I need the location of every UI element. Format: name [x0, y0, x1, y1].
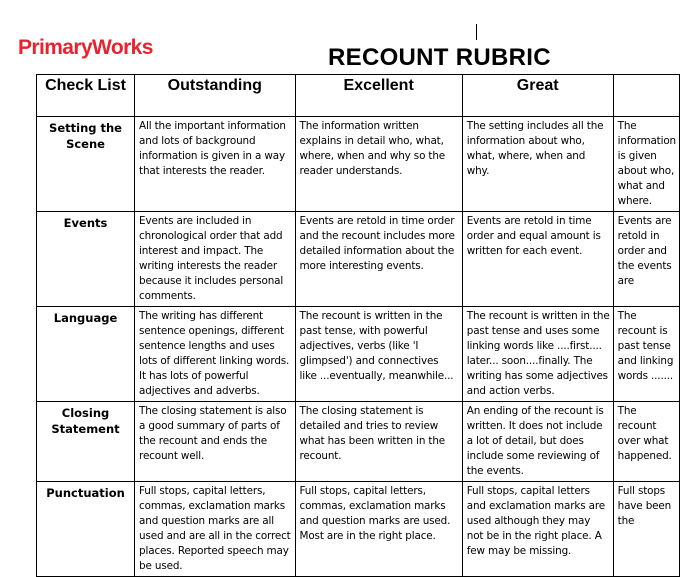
header-great: Great — [462, 75, 613, 117]
cell-outstanding: The writing has different sentence openings, different sentence lengths and uses lots of different linking words. It has lots of powerful adjectives and adverbs. — [135, 307, 295, 402]
criterion-language: Language — [37, 307, 135, 402]
header-check-list: Check List — [37, 75, 135, 117]
header-outstanding: Outstanding — [135, 75, 295, 117]
cell-outstanding: All the important information and lots of background information is given in a way that interests the reader. — [135, 117, 295, 212]
cell-excellent: Events are retold in time order and the recount includes more detailed information about the more interesting events. — [295, 212, 462, 307]
cell-great: An ending of the recount is written. It does not include a lot of detail, but does include some reviewing of the events. — [462, 402, 613, 482]
rubric-table — [36, 74, 680, 577]
criterion-closing-statement: Closing Statement — [37, 402, 135, 482]
cell-excellent: The information written explains in detail who, what, where, when and why so the reader understands. — [295, 117, 462, 212]
cell-excellent: Full stops, capital letters, commas, exclamation marks and question marks are used. Most are in the right place. — [295, 482, 462, 577]
cell-great: The recount is written in the past tense and uses some linking words like ....first.... later... soon....finally. The writing has some adjectives and action verbs. — [462, 307, 613, 402]
cell-next-level: The recount is past tense and linking words ....... — [613, 307, 679, 402]
criterion-events: Events — [37, 212, 135, 307]
cell-great: Full stops, capital letters and exclamation marks are used although they may not be in the right place. A few may be missing. — [462, 482, 613, 577]
table-row — [37, 212, 680, 307]
cell-excellent: The closing statement is detailed and tries to review what has been written in the recount. — [295, 402, 462, 482]
table-row — [37, 117, 680, 212]
cell-outstanding: The closing statement is also a good summary of parts of the recount and ends the recount well. — [135, 402, 295, 482]
cell-outstanding: Events are included in chronological order that add interest and impact. The writing interests the reader because it includes personal comments. — [135, 212, 295, 307]
primaryworks-logo: PrimaryWorks — [18, 36, 153, 59]
cell-next-level: Full stops have been the — [613, 482, 679, 577]
cell-great: Events are retold in time order and equal amount is written for each event. — [462, 212, 613, 307]
text-cursor — [476, 24, 477, 40]
cell-outstanding: Full stops, capital letters, commas, exclamation marks and question marks are all used and are all in the correct places. Reported speech may be used. — [135, 482, 295, 577]
table-row — [37, 482, 680, 577]
cell-next-level: Events are retold in order and the events are — [613, 212, 679, 307]
header-row — [37, 75, 680, 117]
page-title: RECOUNT RUBRIC — [328, 44, 551, 71]
cell-next-level: The information is given about who, what and where. — [613, 117, 679, 212]
table-row — [37, 402, 680, 482]
cell-next-level: The recount over what happened. — [613, 402, 679, 482]
header-excellent: Excellent — [295, 75, 462, 117]
criterion-punctuation: Punctuation — [37, 482, 135, 577]
cell-great: The setting includes all the information about who, what, where, when and why. — [462, 117, 613, 212]
table-row — [37, 307, 680, 402]
header-next-level — [613, 75, 679, 117]
cell-excellent: The recount is written in the past tense, with powerful adjectives, verbs (like 'I glimpsed') and connectives like ...eventually, meanwhile... — [295, 307, 462, 402]
criterion-setting-the-scene: Setting the Scene — [37, 117, 135, 212]
